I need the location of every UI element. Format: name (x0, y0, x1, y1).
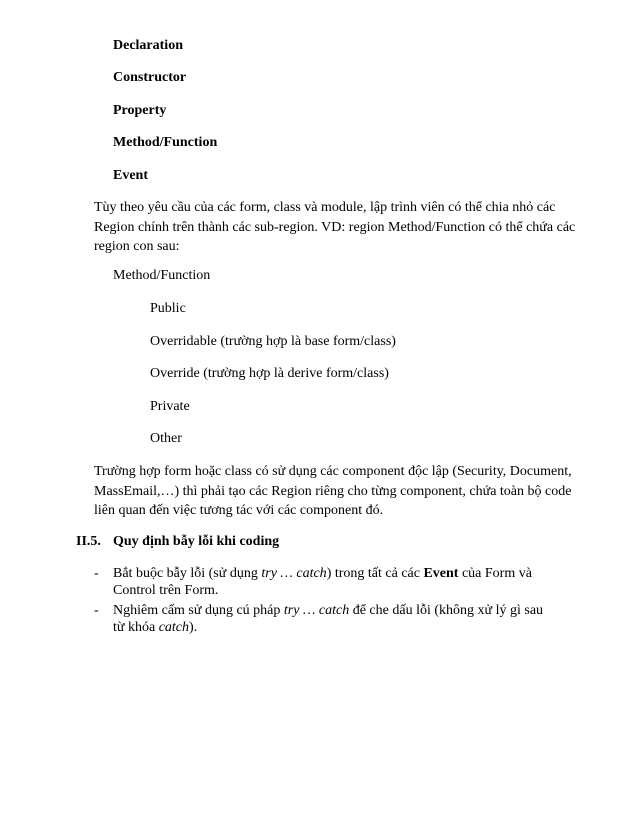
bullet-text: Nghiêm cấm sử dụng cú pháp (113, 603, 284, 618)
bullet-text: ) trong tất cả các (326, 566, 424, 581)
code-term: catch (158, 620, 190, 635)
bullet-item-no-hide-errors (113, 602, 553, 636)
region-item-declaration: Declaration (113, 38, 183, 53)
paragraph-subregion-intro: Tùy theo yêu cầu của các form, class và module, lập trình viên có thể chia nhỏ các Region chính trên thành các sub-region. VD: region Method/Function có thể chứa các region con sau: (94, 200, 576, 254)
bullet-dash: - (94, 603, 99, 618)
bullet-text: Bắt buộc bẫy lỗi (sử dụng (113, 566, 262, 581)
sub-region-item-other: Other (150, 431, 182, 446)
bullet-dash: - (94, 566, 99, 581)
sub-region-item-overridable: Overridable (trường hợp là base form/class) (150, 334, 396, 349)
bullet-text: để che dấu lỗi (không xử lý gì sau từ khóa (113, 603, 544, 635)
bullet-item-try-catch-event (113, 565, 533, 599)
sub-region-header: Method/Function (113, 268, 211, 283)
section-title: Quy định bẫy lỗi khi coding (113, 534, 280, 549)
bold-term: Event (423, 566, 459, 581)
code-term: try … catch (261, 566, 327, 581)
bullet-text: ). (189, 620, 198, 635)
bullet-text: của Form và Control trên Form. (113, 566, 532, 598)
region-item-constructor: Constructor (113, 70, 187, 85)
section-number: II.5. (76, 534, 101, 549)
sub-region-item-override: Override (trường hợp là derive form/class) (150, 366, 389, 381)
region-item-property: Property (113, 103, 167, 118)
region-item-event: Event (113, 168, 148, 183)
sub-region-item-public: Public (150, 301, 186, 316)
sub-region-item-private: Private (150, 399, 190, 414)
code-term: try … catch (283, 603, 350, 618)
paragraph-component-regions: Trường hợp form hoặc class có sử dụng các component độc lập (Security, Document, MassEmail,…) thì phải tạo các Region riêng cho từng component, chứa toàn bộ code liên quan đến việc tương tác với các component đó. (94, 464, 572, 518)
region-item-method-function: Method/Function (113, 135, 218, 150)
